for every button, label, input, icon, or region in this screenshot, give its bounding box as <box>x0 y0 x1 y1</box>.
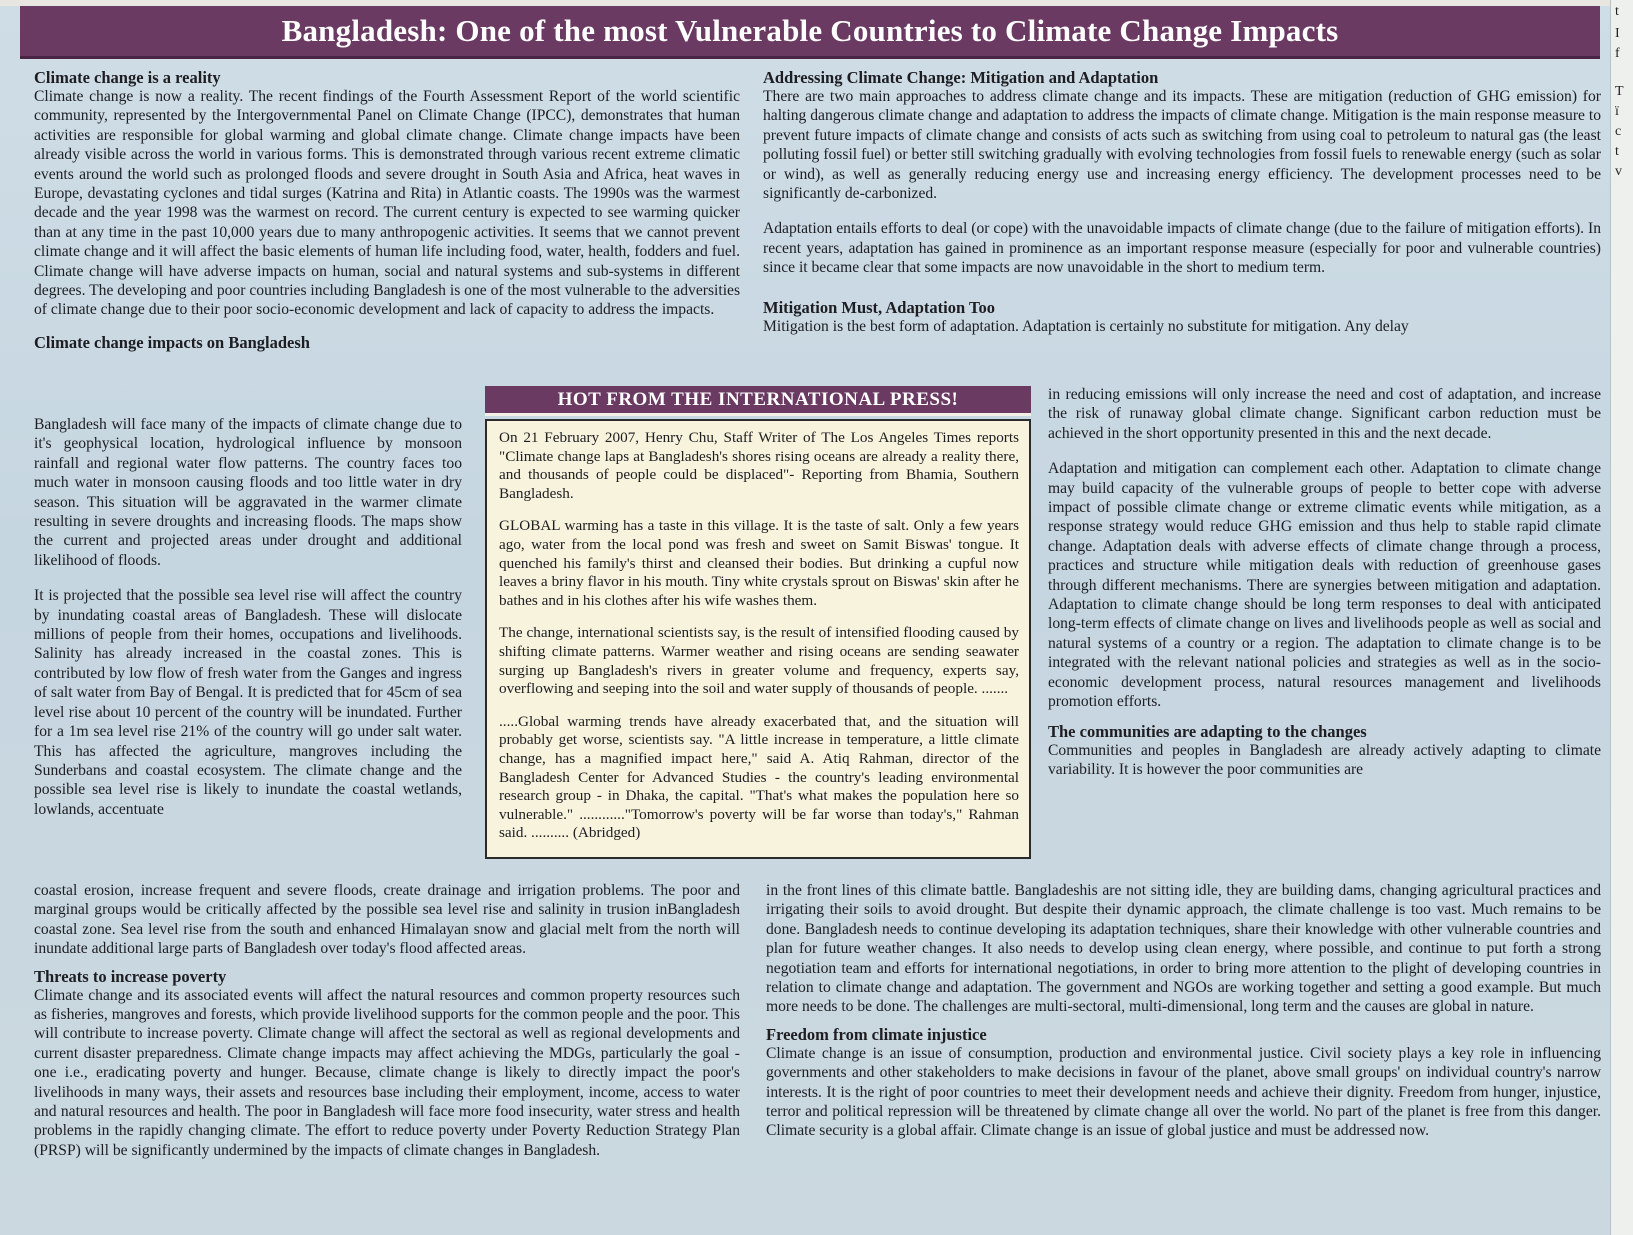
edge-glyph: t <box>1615 144 1619 159</box>
edge-glyph: I <box>1615 26 1620 41</box>
left-column-bottom <box>34 881 740 1160</box>
right-column-bottom <box>766 881 1601 1141</box>
article-paragraph: in reducing emissions will only increase the need and cost of adaptation, and increase the risk of runaway global climate change. Significant carbon reduction must be achieved in the short opportunity presented in this and the next decade. <box>1048 386 1601 442</box>
right-column-top <box>763 68 1601 336</box>
article-paragraph: There are two main approaches to address climate change and its impacts. These are mitigation (reduction of GHG emission) for halting dangerous climate change and adaptation to address the impacts of climate change. Mitigation is the main response measure to prevent future impacts of climate change and consists of acts such as switching from using coal to petroleum to natural gas (the least polluting fossil fuel) or better still switching gradually with evolving technologies from fossil fuels to renewable energy (such as solar or wind), as well as generally reducing energy use and increasing energy efficiency. The development processes need to be significantly de-carbonized. <box>763 88 1601 203</box>
article-paragraph: Climate change is an issue of consumption, production and environmental justice. Civil society plays a key role in influencing governments and other stakeholders to make decisions in favour of the planet, above small groups' on individual country's narrow interests. It is the right of poor countries to meet their development needs and achieve their dignity. Freedom from hunger, injustice, terror and political repression will be threatened by climate change all over the world. No part of the planet is free from this danger. Climate security is a global affair. Climate change is an issue of global justice and must be addressed now. <box>766 1044 1601 1140</box>
article-paragraph: Bangladesh will face many of the impacts of climate change due to it's geophysical location, hydrological influence by monsoon rainfall and regional water flow patterns. The country faces too much water in monsoon causing floods and too little water in dry season. This situation will be aggravated in the warmer climate resulting in severe droughts and increasing floods. The maps show the current and projected areas under drought and additional likelihood of floods. <box>34 416 462 569</box>
section-heading: Mitigation Must, Adaptation Too <box>763 297 995 317</box>
sidebox-paragraph: GLOBAL warming has a taste in this village. It is the taste of salt. Only a few years ago, water from the local pond was fresh and sweet on Samit Biswas' tongue. It quenched his family's thirst and cleansed their bodies. But drinking a cupful now leaves a briny flavor in his mouth. Tiny white crystals sprout on Biswas' skin after he bathes and in his clothes after his wife washes them. <box>499 517 1019 609</box>
right-column-narrow <box>1048 385 1601 779</box>
edge-glyph: f <box>1615 46 1620 61</box>
edge-glyph: T <box>1615 84 1624 99</box>
article-paragraph: in the front lines of this climate battle. Bangladeshis are not sitting idle, they are building dams, changing agricultural practices and irrigating their soils to avoid drought. But despite their dynamic approach, the climate challenge is too vast. Much remains to be done. Bangladesh needs to continue developing its adaptation techniques, share their knowledge with other vulnerable countries and plan for future weather changes. It also needs to develop using clean energy, where possible, and continue to put forth a strong negotiation team and efforts for international negotiations, in order to bring more attention to the plight of developing countries in relation to climate change and adaptation. The government and NGOs are working together and setting a good example. But much more needs to be done. The challenges are multi-sectoral, multi-dimensional, long term and the causes are global in nature. <box>766 882 1601 1016</box>
sidebox-paragraph: .....Global warming trends have already exacerbated that, and the situation will probably get worse, scientists say. "A little increase in temperature, a little climate change, has a magnified impact here," said A. Atiq Rahman, director of the Bangladesh Center for Advanced Studies - the country's leading environmental research group - in Dhaka, the capital. "That's what makes the population here so vulnerable." ............"Tomorrow's poverty will be far worse than today's," Rahman said. .......... (Abridged) <box>499 712 1019 842</box>
article-paragraph: Communities and peoples in Bangladesh are already actively adapting to climate variability. It is however the poor communities are <box>1048 741 1601 778</box>
section-heading: Freedom from climate injustice <box>766 1024 987 1044</box>
sidebox-paragraph: On 21 February 2007, Henry Chu, Staff Writer of The Los Angeles Times reports "Climate change laps at Bangladesh's shores rising oceans are already a reality there, and thousands of people could be displaced"- Reporting from Bhamia, Southern Bangladesh. <box>499 429 1019 502</box>
article-paragraph: Adaptation and mitigation can complement each other. Adaptation to climate change may build capacity of the vulnerable groups of people to better cope with adverse impact of possible climate change or extreme climatic events while mitigation, as a response strategy would reduce GHG emission and thus help to stable rapid climate change. Adaptation deals with adverse effects of climate change through a process, practices and structure while mitigation deals with reduction of greenhouse gases through different mechanisms. There are synergies between mitigation and adaptation. Adaptation to climate change should be long term responses to deal with anticipated long-term effects of climate change on lives and livelihoods people as well as social and natural systems of a country or a region. The adaptation to climate change is to be integrated with the relevant national policies and strategies as well as in the socio-economic development process, natural resources management and livelihoods promotion efforts. <box>1048 460 1601 711</box>
page-title: Bangladesh: One of the most Vulnerable Countries to Climate Change Impacts <box>281 13 1339 48</box>
edge-glyph: v <box>1615 164 1622 179</box>
edge-glyph: c <box>1615 124 1622 139</box>
section-heading: The communities are adapting to the changes <box>1048 721 1367 741</box>
article-paragraph: coastal erosion, increase frequent and severe floods, create drainage and irrigation problems. The poor and marginal groups would be critically affected by the possible sea level rise and salinity in trusion inBangladesh coastal zone. Sea level rise from the south and enhanced Himalayan snow and glacial melt from the north will inundate additional large parts of Bangladesh over today's flood affected areas. <box>34 882 740 958</box>
sidebox-heading: HOT FROM THE INTERNATIONAL PRESS! <box>485 386 1031 416</box>
article-paragraph: Adaptation entails efforts to deal (or cope) with the unavoidable impacts of climate change (due to the failure of mitigation efforts). In recent years, adaptation has gained in prominence as an important response measure (especially for poor and vulnerable countries) since it became clear that some impacts are now unavoidable in the short to medium term. <box>763 220 1601 277</box>
article-paragraph: Climate change is now a reality. The recent findings of the Fourth Assessment Report of the world scientific community, represented by the Intergovernmental Panel on Climate Change (IPCC), demonstrates that human activities are responsible for global warming and global climate change. Climate change impacts have been already visible across the world in various forms. This is demonstrated through various recent extreme climatic events around the world such as prolonged floods and severe drought in South Asia and Africa, heat waves in Europe, devastating cyclones and tidal surges (Katrina and Rita) in Atlantic coasts. The 1990s was the warmest decade and the year 1998 was the warmest on record. The current century is expected to see warming quicker than at any time in the past 10,000 years due to many anthropogenic activities. It seems that we cannot prevent climate change and it will affect the basic elements of human life including food, water, health, fodders and fuel. Climate change will have adverse impacts on human, social and natural systems and sub-systems in different degrees. The developing and poor countries including Bangladesh is one of the most vulnerable to the adversities of climate change due to their poor socio-economic development and lack of capacity to address the impacts. <box>34 88 741 319</box>
edge-glyph: ï <box>1615 104 1619 119</box>
section-heading: Climate change impacts on Bangladesh <box>34 332 310 352</box>
adjacent-page-edge <box>1610 0 1633 1235</box>
article-paragraph: It is projected that the possible sea level rise will affect the country by inundating coastal areas of Bangladesh. These will dislocate millions of people from their homes, occupations and livelihoods. Salinity has already increased in the coastal zones. This is contributed by low flow of fresh water from the Ganges and ingress of salt water from Bay of Bengal. It is predicted that for 45cm of sea level rise about 10 percent of the country will be inundated. Further for a 1m sea level rise 21% of the country will go under salt water. This has affected the agriculture, mangroves including the Sunderbans and coastal ecosystem. The climate change and the possible sea level rise is likely to inundate the coastal wetlands, lowlands, accentuate <box>34 587 462 818</box>
sidebox-body <box>485 419 1031 859</box>
left-column-top <box>34 68 740 352</box>
title-banner <box>20 6 1600 59</box>
section-heading: Addressing Climate Change: Mitigation and Adaptation <box>763 68 1159 87</box>
section-heading: Threats to increase poverty <box>34 966 227 986</box>
sidebox-paragraph: The change, international scientists say, is the result of intensified flooding caused by shifting climate patterns. Warmer weather and rising oceans are sending seawater surging up Bangladesh's rivers in greater volume and frequency, experts say, overflowing and seeping into the soil and water supply of thousands of people. ....... <box>499 624 1019 698</box>
article-paragraph: Mitigation is the best form of adaptation. Adaptation is certainly no substitute for mitigation. Any delay <box>763 317 1409 335</box>
edge-glyph: t <box>1615 4 1619 19</box>
section-heading: Climate change is a reality <box>34 68 221 87</box>
left-column-narrow <box>34 415 462 819</box>
article-paragraph: Climate change and its associated events will affect the natural resources and common property resources such as fisheries, mangroves and forests, which provide livelihood supports for the common people and the poor. This will contribute to increase poverty. Climate change will affect the sectoral as well as regional developments and current disaster preparedness. Climate change impacts may affect achieving the MDGs, particularly the goal -one i.e., eradicating poverty and hunger. Because, climate change is likely to directly impact the poor's livelihoods in many ways, their assets and resources base including their employment, income, access to water and natural resources and health. The poor in Bangladesh will face more food insecurity, water stress and health problems in the rapidly changing climate. The effort to reduce poverty under Poverty Reduction Strategy Plan (PRSP) will be significantly undermined by the impacts of climate changes in Bangladesh. <box>34 986 740 1159</box>
press-sidebox <box>485 386 1031 868</box>
